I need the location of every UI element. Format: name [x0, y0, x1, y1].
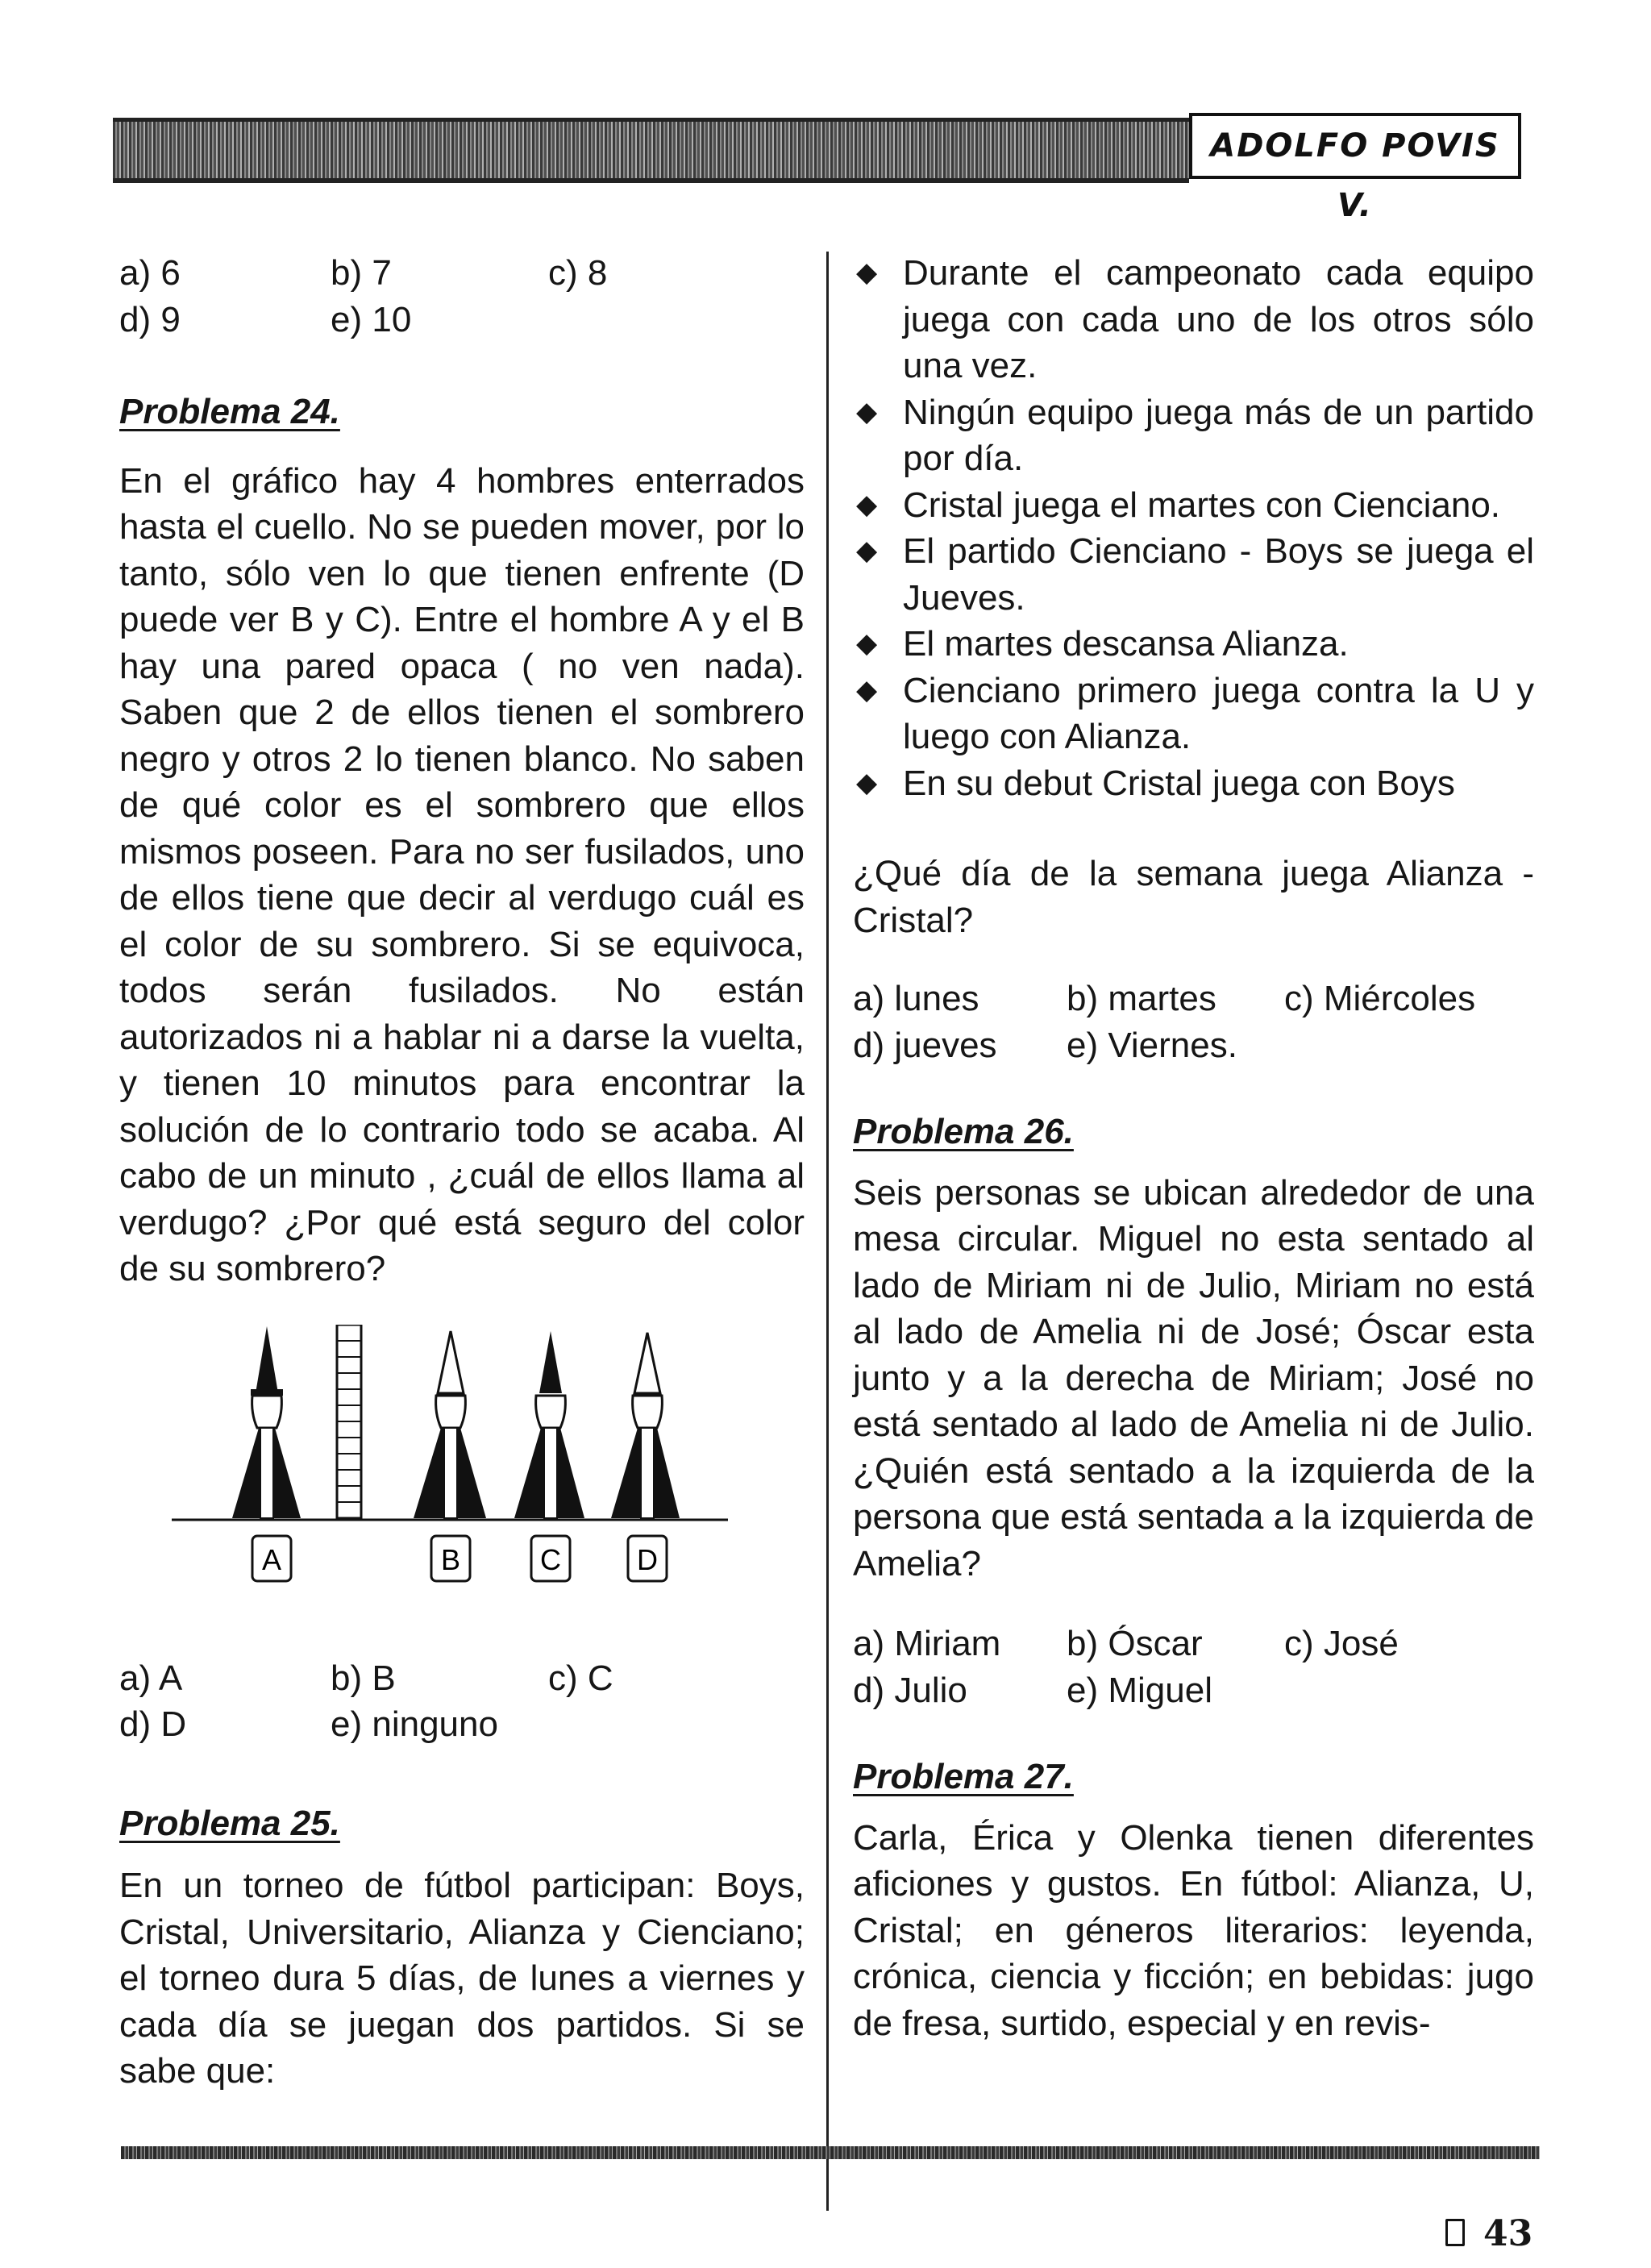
- footer-decorative-band: [121, 2146, 1540, 2159]
- diamond-bullet-icon: ◆: [856, 396, 878, 427]
- problem-26-title: Problema 26.: [853, 1112, 1074, 1151]
- label-c: C: [540, 1542, 561, 1576]
- list-item: ◆ Cienciano primero juega contra la U y luego con Alianza.: [853, 668, 1534, 760]
- diamond-bullet-icon: ◆: [856, 628, 878, 659]
- label-a: A: [261, 1542, 282, 1576]
- left-column: [119, 250, 805, 2095]
- option-c: c) C: [548, 1658, 613, 1698]
- list-item: ◆ El partido Cienciano - Boys se juega el Jueves.: [853, 528, 1534, 621]
- diamond-bullet-icon: ◆: [856, 767, 878, 798]
- man-b: [414, 1331, 486, 1518]
- option-c: c) Miércoles: [1284, 979, 1476, 1018]
- buried-men-illustration: [172, 1325, 736, 1591]
- book-icon: [1445, 2219, 1465, 2246]
- list-item: ◆ Durante el campeonato cada equipo juega con cada uno de los otros sólo una vez.: [853, 250, 1534, 389]
- author-header: ADOLFO POVIS V.: [1189, 113, 1521, 179]
- buried-men-figure: [172, 1325, 736, 1591]
- option-d: d) Julio: [853, 1670, 967, 1710]
- option-b: b) 7: [331, 253, 392, 293]
- previous-problem-options: [119, 250, 805, 343]
- diamond-bullet-icon: ◆: [856, 257, 878, 288]
- label-d: D: [637, 1542, 658, 1576]
- problem-24-title: Problema 24.: [119, 392, 340, 431]
- problem-26-text: Seis personas se ubican alrededor de una mesa circular. Miguel no esta sentado al lado de Miriam ni de Julio, Miriam no está al lado de Amelia ni de José; Óscar esta junto y a la derecha de Miriam; José no está sentado al lado de Amelia ni de Julio. ¿Quién está sentado a la izquierda de la persona que está sentada a la izquierda de Amelia?: [853, 1172, 1534, 1583]
- option-d: d) jueves: [853, 1025, 997, 1065]
- opaque-wall: [337, 1325, 361, 1518]
- problem-25-text: En un torneo de fútbol participan: Boys, Cristal, Universitario, Alianza y Cienciano; el torneo dura 5 días, de lunes a viernes y cada día se juegan dos partidos. Si se sabe que:: [119, 1866, 805, 2091]
- option-d: d) D: [119, 1704, 187, 1744]
- right-column: [853, 250, 1534, 2046]
- diamond-bullet-icon: ◆: [856, 674, 878, 705]
- problem-25-title: Problema 25.: [119, 1803, 340, 1843]
- man-d: [611, 1333, 680, 1518]
- problem-24-text: En el gráfico hay 4 hombres enterrados hasta el cuello. No se pueden mover, por lo tanto, sólo ven lo que tienen enfrente (D puede ver B y C). Entre el hombre A y el B hay una pared opaca ( no ven nada). Saben que 2 de ellos tienen el sombrero negro y otros 2 lo tienen blanco. No saben de qué color es el sombrero que ellos mismos poseen. Para no ser fusilados, uno de ellos tiene que decir al verdugo cuál es el color de su sombrero. Si se equivoca, todos serán fusilados. No están autorizados ni a hablar ni a darse la vuelta, y tienen 10 minutos para encontrar la solución de lo contrario todo se acaba. Al cabo de un minuto , ¿cuál de ellos llama al verdugo? ¿Por qué está seguro del color de su sombrero?: [119, 460, 805, 1288]
- diamond-bullet-icon: ◆: [856, 535, 878, 566]
- option-a: a) Miriam: [853, 1624, 1001, 1663]
- option-d: d) 9: [119, 299, 181, 339]
- label-b: B: [440, 1542, 461, 1576]
- option-b: b) martes: [1067, 979, 1216, 1018]
- man-c: [514, 1331, 584, 1518]
- problem-26-options: [853, 1621, 1534, 1713]
- option-a: a) 6: [119, 253, 181, 293]
- problem-27-text: Carla, Érica y Olenka tienen diferentes aficiones y gustos. En fútbol: Alianza, U, Cristal; en géneros literarios: leyenda, crónica, ciencia y ficción; en bebidas: jugo de fresa, surtido, especial y en revis-: [853, 1817, 1534, 2043]
- option-e: e) 10: [331, 299, 412, 339]
- header-decorative-band: [113, 118, 1189, 183]
- list-item: ◆ El martes descansa Alianza.: [853, 621, 1534, 668]
- option-e: e) Viernes.: [1067, 1025, 1237, 1065]
- list-item: ◆ Ningún equipo juega más de un partido por día.: [853, 389, 1534, 482]
- man-a: [232, 1326, 301, 1518]
- tournament-conditions-list: [853, 250, 1534, 806]
- option-e: e) Miguel: [1067, 1670, 1212, 1710]
- option-b: b) B: [331, 1658, 396, 1698]
- option-b: b) Óscar: [1067, 1624, 1203, 1663]
- problem-25-question: ¿Qué día de la semana juega Alianza - Cristal?: [853, 854, 1534, 940]
- option-c: c) José: [1284, 1624, 1399, 1663]
- option-a: a) lunes: [853, 979, 979, 1018]
- column-divider: [826, 252, 829, 2211]
- page-number: 43: [1483, 2213, 1533, 2254]
- option-c: c) 8: [548, 253, 608, 293]
- option-e: e) ninguno: [331, 1704, 498, 1744]
- problem-24-options: [119, 1655, 805, 1748]
- list-item: ◆ Cristal juega el martes con Cienciano.: [853, 482, 1534, 529]
- option-a: a) A: [119, 1658, 183, 1698]
- diamond-bullet-icon: ◆: [856, 489, 878, 520]
- problem-27-title: Problema 27.: [853, 1757, 1074, 1796]
- list-item: ◆ En su debut Cristal juega con Boys: [853, 760, 1534, 807]
- problem-25-options: [853, 976, 1534, 1068]
